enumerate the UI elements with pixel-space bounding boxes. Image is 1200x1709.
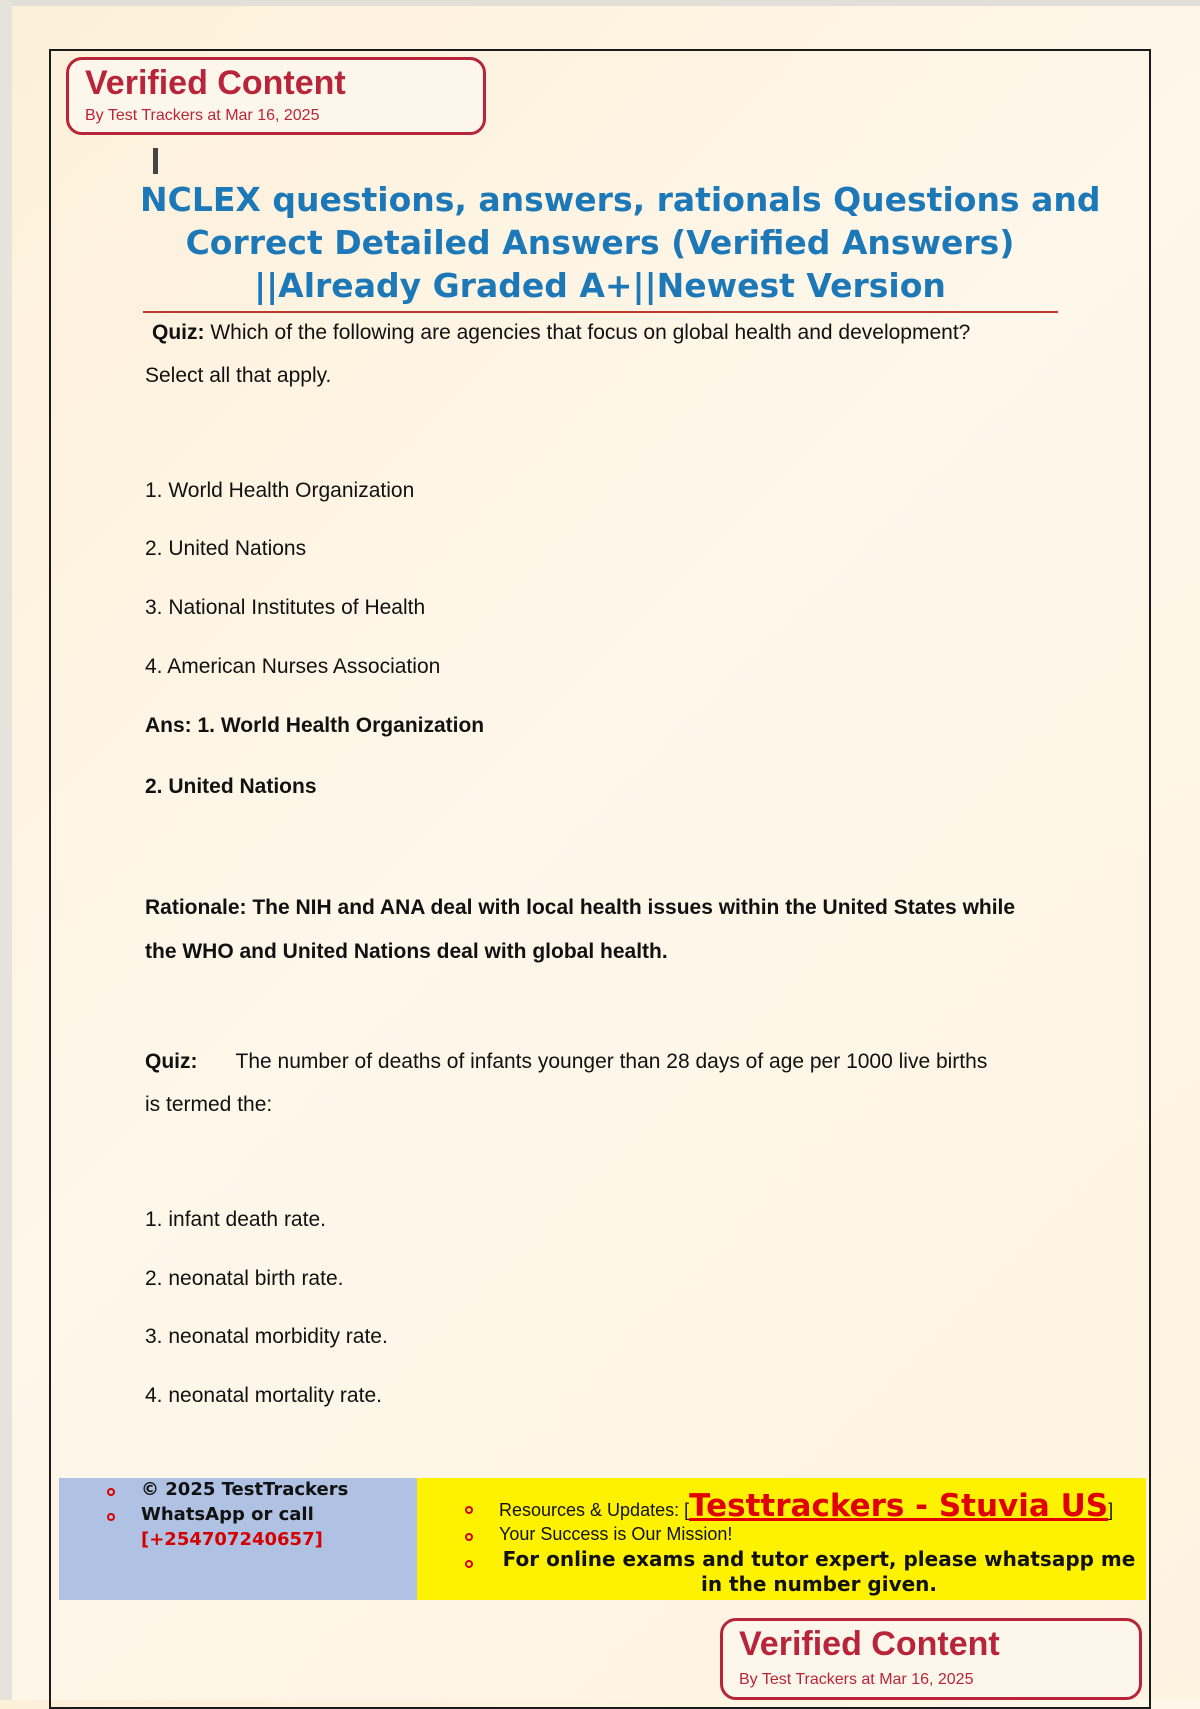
- resources-label: Resources & Updates: [: [499, 1500, 690, 1520]
- quiz2-question-line1: [145, 1050, 987, 1074]
- bullet-icon: [465, 1560, 473, 1568]
- quiz2-option-3: 3. neonatal morbidity rate.: [145, 1325, 388, 1348]
- title-line-2: Correct Detailed Answers (Verified Answers): [185, 223, 1015, 262]
- quiz1-question-line1: [152, 321, 970, 345]
- quiz2-option-4: 4. neonatal mortality rate.: [145, 1384, 382, 1407]
- quiz1-rationale-line2: the WHO and United Nations deal with global health.: [145, 940, 668, 963]
- quiz1-rationale-line1: Rationale: The NIH and ANA deal with local health issues within the United States while: [145, 896, 1016, 919]
- footer-phone[interactable]: [+254707240657]: [141, 1529, 323, 1550]
- footer-resources-panel: [417, 1478, 1146, 1600]
- quiz1-label: Quiz:: [152, 321, 205, 344]
- bullet-icon: [107, 1488, 115, 1496]
- quiz1-question-line2: Select all that apply.: [145, 364, 332, 387]
- quiz1-answer-line2: 2. United Nations: [145, 775, 317, 798]
- title-line-1: NCLEX questions, answers, rationals Questions and: [140, 180, 1101, 219]
- title-line-3: ||Already Graded A+||Newest Version: [254, 266, 946, 305]
- text-cursor-icon: [153, 148, 158, 174]
- quiz2-question-line2: is termed the:: [145, 1093, 273, 1116]
- footer-contact-label: WhatsApp or call: [141, 1504, 314, 1525]
- quiz2-question-text: The number of deaths of infants younger than 28 days of age per 1000 live births: [235, 1050, 988, 1073]
- resources-close: ]: [1108, 1500, 1114, 1520]
- footer-copyright: © 2025 TestTrackers: [141, 1479, 349, 1500]
- quiz1-option-2: 2. United Nations: [145, 537, 307, 560]
- footer-contact-panel: [59, 1478, 417, 1600]
- stamp-title: Verified Content: [85, 64, 346, 102]
- page-left-edge: [0, 0, 12, 1700]
- footer-mission: Your Success is Our Mission!: [499, 1524, 733, 1544]
- quiz1-option-3: 3. National Institutes of Health: [145, 596, 426, 619]
- title-underline: [143, 311, 1058, 313]
- page-top-edge: [0, 0, 1200, 6]
- stamp-subtitle: By Test Trackers at Mar 16, 2025: [85, 107, 320, 124]
- verified-stamp-bottom: [720, 1618, 1142, 1700]
- tutor-line-2: in the number given.: [700, 1572, 937, 1596]
- bullet-icon: [465, 1506, 473, 1514]
- quiz1-option-1: 1. World Health Organization: [145, 479, 415, 502]
- quiz2-option-2: 2. neonatal birth rate.: [145, 1267, 344, 1290]
- footer-resources-line: [499, 1488, 1113, 1524]
- bullet-icon: [107, 1513, 115, 1521]
- document-title: [140, 178, 1101, 307]
- stamp-title: Verified Content: [739, 1625, 1000, 1663]
- stamp-subtitle: By Test Trackers at Mar 16, 2025: [739, 1671, 974, 1688]
- quiz2-label: Quiz:: [145, 1050, 198, 1073]
- quiz1-option-4: 4. American Nurses Association: [145, 655, 441, 678]
- verified-stamp-top: [66, 57, 486, 135]
- stuvia-link[interactable]: Testtrackers - Stuvia US: [689, 1488, 1109, 1524]
- quiz1-question-text: Which of the following are agencies that focus on global health and development?: [204, 321, 971, 344]
- quiz1-answer-line1: Ans: 1. World Health Organization: [145, 714, 485, 737]
- quiz2-option-1: 1. infant death rate.: [145, 1208, 326, 1231]
- tutor-line-1: For online exams and tutor expert, please whatsapp me: [502, 1547, 1136, 1571]
- footer-tutor-note: [499, 1547, 1139, 1597]
- bullet-icon: [465, 1533, 473, 1541]
